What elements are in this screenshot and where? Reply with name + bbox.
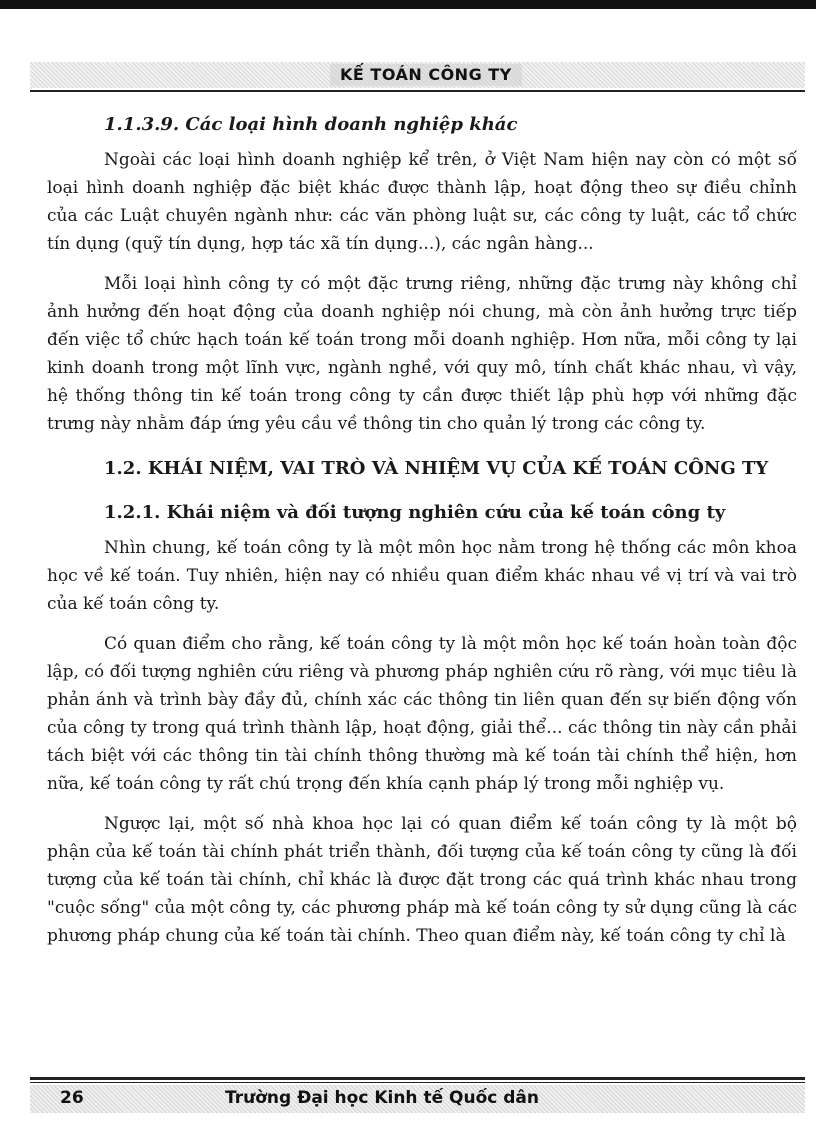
body-paragraph: Ngược lại, một số nhà khoa học lại có quan điểm kế toán công ty là một bộ phận của kế toán tài chính phát triển thành, đối tượng của kế toán công ty cũng là đối tượng của kế toán tài chính, chỉ khác là được đặt trong các quá trình khác nhau trong "cuộc sống" của một công ty, các phương pháp mà kế toán công ty sử dụng cũng là các phương pháp chung của kế toán tài chính. Theo quan điểm này, kế toán công ty chỉ là	[47, 814, 797, 946]
top-rule	[0, 0, 816, 9]
subsection-heading: 1.2.1. Khái niệm và đối tượng nghiên cứu của kế toán công ty	[104, 502, 726, 523]
running-header	[30, 62, 805, 88]
page-number: 26	[60, 1088, 84, 1108]
page-body	[47, 112, 797, 962]
section-heading: 1.2. KHÁI NIỆM, VAI TRÒ VÀ NHIỆM VỤ CỦA KẾ TOÁN CÔNG TY	[104, 458, 769, 479]
running-header-title: KẾ TOÁN CÔNG TY	[330, 64, 522, 86]
body-paragraph: Nhìn chung, kế toán công ty là một môn học nằm trong hệ thống các môn khoa học về kế toán. Tuy nhiên, hiện nay có nhiều quan điểm khác nhau về vị trí và vai trò của kế toán công ty.	[47, 538, 797, 614]
subsection-heading: 1.1.3.9. Các loại hình doanh nghiệp khác	[104, 114, 518, 135]
body-paragraph: Ngoài các loại hình doanh nghiệp kể trên, ở Việt Nam hiện nay còn có một số loại hình doanh nghiệp đặc biệt khác được thành lập, hoạt động theo sự điều chỉnh của các Luật chuyên ngành như: các văn phòng luật sư, các công ty luật, các tổ chức tín dụng (quỹ tín dụng, hợp tác xã tín dụng...), các ngân hàng...	[47, 150, 797, 254]
footer-publisher: Trường Đại học Kinh tế Quốc dân	[225, 1088, 539, 1108]
body-paragraph: Mỗi loại hình công ty có một đặc trưng riêng, những đặc trưng này không chỉ ảnh hưởng đến hoạt động của doanh nghiệp nói chung, mà còn ảnh hưởng trực tiếp đến việc tổ chức hạch toán kế toán trong mỗi doanh nghiệp. Hơn nữa, mỗi công ty lại kinh doanh trong một lĩnh vực, ngành nghề, với quy mô, tính chất khác nhau, vì vậy, hệ thống thông tin kế toán trong công ty cần được thiết lập phù hợp với những đặc trưng này nhằm đáp ứng yêu cầu về thông tin cho quản lý trong các công ty.	[47, 274, 797, 434]
running-footer	[30, 1085, 805, 1113]
body-paragraph: Có quan điểm cho rằng, kế toán công ty là một môn học kế toán hoàn toàn độc lập, có đối tượng nghiên cứu riêng và phương pháp nghiên cứu rõ ràng, với mục tiêu là phản ánh và trình bày đầy đủ, chính xác các thông tin liên quan đến sự biến động vốn của công ty trong quá trình thành lập, hoạt động, giải thể... các thông tin này cần phải tách biệt với các thông tin tài chính thông thường mà kế toán tài chính thể hiện, hơn nữa, kế toán công ty rất chú trọng đến khía cạnh pháp lý trong mỗi nghiệp vụ.	[47, 634, 797, 794]
